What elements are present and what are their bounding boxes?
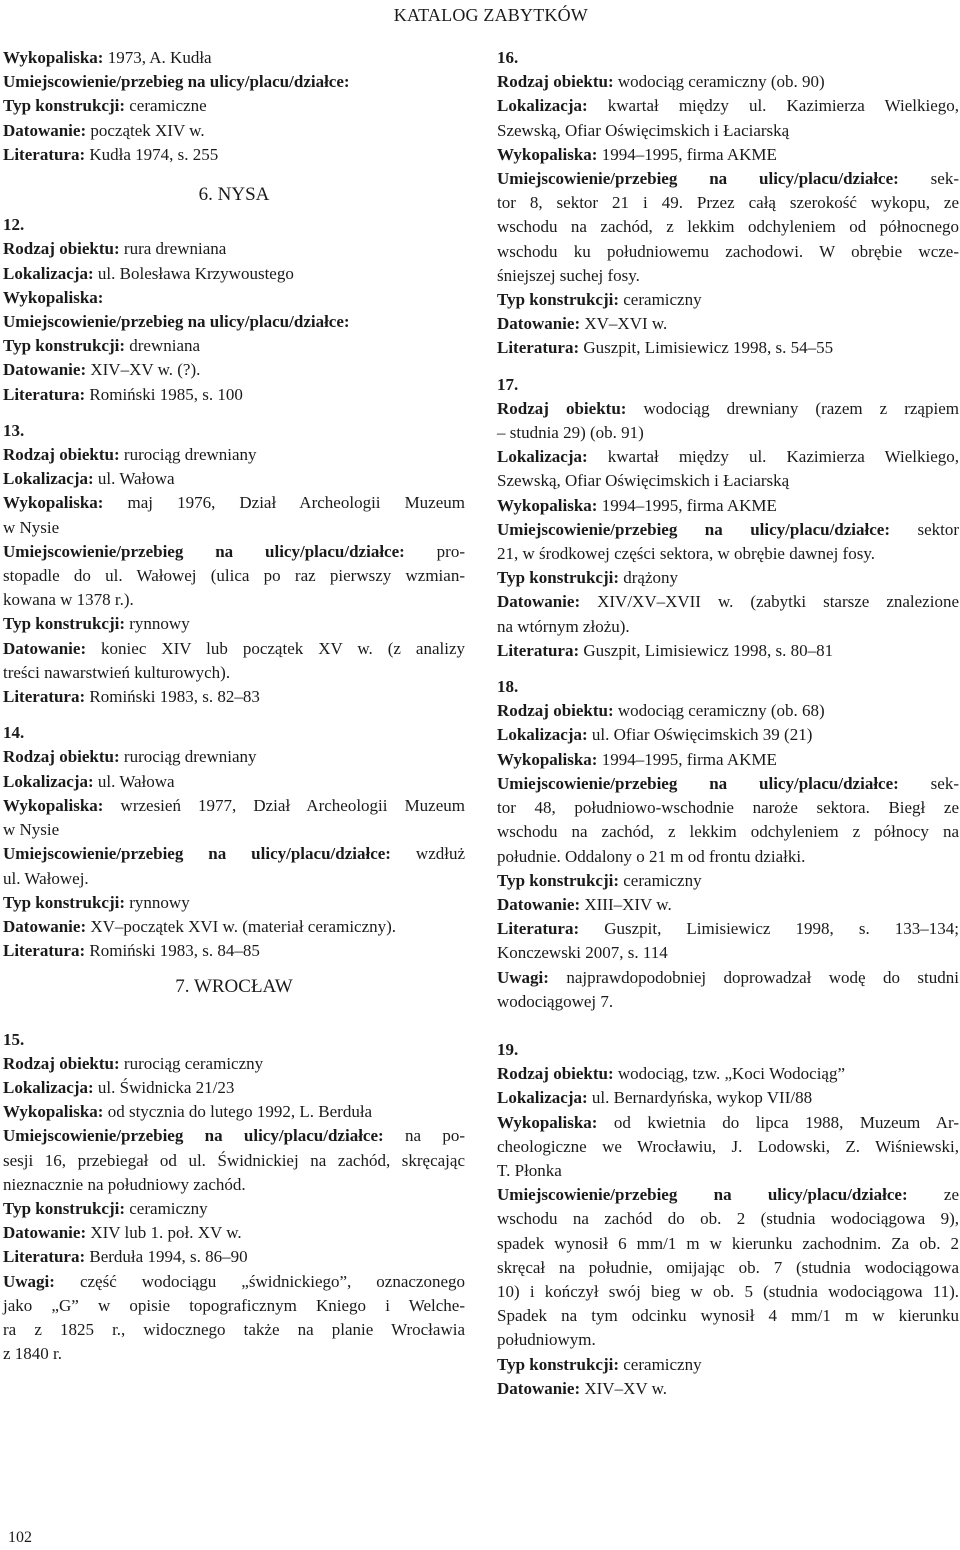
field-label: Rodzaj obiektu:: [497, 1064, 614, 1084]
text-line: Wykopaliska: 1994–1995, firma AKME: [497, 749, 777, 769]
text-line: Literatura: Guszpit, Limisiewicz 1998, s. 133–134;: [497, 919, 959, 939]
text-line: Lokalizacja: ul. Bolesława Krzywoustego: [3, 263, 294, 283]
field-label: Umiejscowienie/przebieg na ulicy/placu/działce:: [3, 541, 405, 561]
text-line: południowym.: [497, 1330, 596, 1350]
field-label: Datowanie:: [497, 314, 581, 334]
field-label: Lokalizacja:: [497, 96, 588, 116]
field-label: Literatura:: [497, 640, 580, 660]
text-line: Literatura: Guszpit, Limisiewicz 1998, s. 80–81: [497, 640, 834, 660]
field-label: Lokalizacja:: [3, 1077, 94, 1097]
field-label: Typ konstrukcji:: [497, 870, 620, 890]
field-label: Typ konstrukcji:: [3, 1198, 126, 1218]
text-line: cheologiczne we Wrocławiu, J. Lodowski, Z. Wiśniewski,: [497, 1136, 959, 1156]
text-line: Literatura: Romiński 1983, s. 84–85: [3, 941, 260, 961]
field-label: Rodzaj obiektu:: [3, 1053, 120, 1073]
field-label: Datowanie:: [497, 1378, 581, 1398]
field-label: Umiejscowienie/przebieg na ulicy/placu/działce:: [3, 844, 391, 864]
field-label: Wykopaliska:: [3, 287, 104, 307]
entry-line: Wykopaliska: 1973, A. Kudła: [3, 48, 212, 67]
text-line: Literatura: Guszpit, Limisiewicz 1998, s. 54–55: [497, 338, 834, 358]
field-label: Lokalizacja:: [3, 263, 94, 283]
entry-number: 16.: [497, 48, 519, 67]
text-line: Lokalizacja: kwartał między ul. Kazimierza Wielkiego,: [497, 96, 959, 116]
text-line: wschodu ku południowemu zachodowi. W obrębie wcze-: [497, 241, 959, 261]
entry-number: 19.: [497, 1039, 519, 1059]
text-line: Spadek na tym odcinku wynosił 4 mm/1 m w kierunku: [497, 1306, 959, 1326]
text-line: Lokalizacja: ul. Ofiar Oświęcimskich 39 (21): [497, 725, 813, 745]
text-line: ra z 1825 r., widocznego także na planie Wrocławia: [3, 1319, 465, 1339]
entry-line: Typ konstrukcji: ceramiczne: [3, 96, 207, 116]
text-line: Typ konstrukcji: rynnowy: [3, 614, 190, 634]
field-label: Wykopaliska:: [3, 1102, 104, 1122]
entry-12: [3, 213, 465, 407]
field-label: Rodzaj obiektu:: [497, 72, 614, 92]
field-label: Wykopaliska:: [3, 795, 104, 815]
field-label: Literatura:: [3, 1247, 86, 1267]
entry-17: [497, 373, 959, 663]
text-line: tor 48, południowo-wschodnie naroże sektora. Biegł ze: [497, 798, 959, 818]
text-line: wschodu na zachód, z lekkim odchyleniem z północy na: [497, 822, 959, 842]
field-label: Datowanie:: [497, 592, 581, 612]
text-line: Typ konstrukcji: drewniana: [3, 336, 201, 356]
text-line: Typ konstrukcji: ceramiczny: [497, 1354, 702, 1374]
field-label: Typ konstrukcji:: [3, 614, 126, 634]
text-line: Wykopaliska: 1994–1995, firma AKME: [497, 144, 777, 164]
text-line: treści nawarstwień kulturowych).: [3, 662, 231, 682]
text-line: Datowanie: XIII–XIV w.: [497, 894, 672, 914]
field-label: Rodzaj obiektu:: [3, 747, 120, 767]
text-line: Typ konstrukcji: ceramiczny: [497, 290, 702, 310]
text-line: Datowanie: XIV lub 1. poł. XV w.: [3, 1223, 242, 1243]
field-label: Rodzaj obiektu:: [497, 701, 614, 721]
field-label: Typ konstrukcji:: [497, 568, 620, 588]
left-column: [3, 46, 465, 1366]
field-label: Wykopaliska:: [497, 495, 598, 515]
text-line: Lokalizacja: ul. Świdnicka 21/23: [3, 1077, 235, 1097]
text-line: sesji 16, przebiegał od ul. Świdnickiej na zachód, skręcając: [3, 1150, 465, 1170]
text-line: śniejszej suchej fosy.: [497, 265, 640, 285]
field-label: Literatura:: [3, 144, 86, 164]
text-line: Datowanie: XIV–XV w.: [497, 1378, 667, 1398]
field-label: Datowanie:: [3, 120, 87, 140]
text-line: Umiejscowienie/przebieg na ulicy/placu/działce: na po-: [3, 1126, 465, 1146]
entry-number: 13.: [3, 420, 25, 440]
text-line: Typ konstrukcji: drążony: [497, 568, 679, 588]
text-line: Rodzaj obiektu: rurociąg drewniany: [3, 445, 257, 465]
field-label: Literatura:: [497, 919, 580, 939]
text-line: Umiejscowienie/przebieg na ulicy/placu/działce: sektor: [497, 519, 960, 539]
text-line: jako „G” w opisie topograficznym Kniego i Welche-: [3, 1295, 465, 1315]
section-heading: 7. WROCŁAW: [175, 976, 293, 998]
entry-13: [3, 419, 465, 709]
text-line: stopadle do ul. Wałowej (ulica po raz pierwszy wzmian-: [3, 566, 465, 586]
text-line: Datowanie: XV–początek XVI w. (materiał ceramiczny).: [3, 916, 397, 936]
text-line: Wykopaliska: 1994–1995, firma AKME: [497, 495, 777, 515]
text-line: wschodu na zachód, z lekkim odchyleniem od północnego: [497, 217, 959, 237]
entry-number: 15.: [3, 1029, 25, 1049]
text-line: południe. Oddalony o 21 m od frontu działki.: [497, 846, 806, 866]
entry-15: [3, 1028, 465, 1367]
text-line: Typ konstrukcji: ceramiczny: [3, 1198, 208, 1218]
text-line: Literatura: Berduła 1994, s. 86–90: [3, 1247, 248, 1267]
entry-line: Literatura: Kudła 1974, s. 255: [3, 144, 219, 164]
text-line: Literatura: Romiński 1983, s. 82–83: [3, 687, 260, 707]
text-line: 10) i kończył swój bieg w ob. 5 (studnia wodociągowa 11).: [497, 1281, 959, 1301]
field-label: Literatura:: [3, 384, 86, 404]
entry-number: 18.: [497, 677, 519, 697]
entry-number: 12.: [3, 215, 25, 235]
field-label: Datowanie:: [3, 360, 87, 380]
field-label: Wykopaliska:: [3, 493, 104, 513]
text-line: w Nysie: [3, 820, 60, 840]
field-label: Uwagi:: [3, 1271, 55, 1291]
text-line: Lokalizacja: ul. Bernardyńska, wykop VII/88: [497, 1088, 813, 1108]
entry-18: [497, 675, 959, 1014]
field-label: Umiejscowienie/przebieg na ulicy/placu/działce:: [497, 519, 890, 539]
field-label: Typ konstrukcji:: [497, 290, 620, 310]
field-label: Literatura:: [497, 338, 580, 358]
field-label: Lokalizacja:: [497, 1088, 588, 1108]
text-line: Wykopaliska: maj 1976, Dział Archeologii Muzeum: [3, 493, 465, 513]
text-line: Datowanie: XIV–XV w. (?).: [3, 360, 201, 380]
field-label: Rodzaj obiektu:: [3, 445, 120, 465]
text-line: wodociągowej 7.: [497, 991, 614, 1011]
text-line: T. Płonka: [497, 1160, 562, 1180]
text-line: Rodzaj obiektu: wodociąg ceramiczny (ob. 90): [497, 72, 825, 92]
text-line: Umiejscowienie/przebieg na ulicy/placu/działce: wzdłuż: [3, 844, 466, 864]
text-line: Wykopaliska: od stycznia do lutego 1992, L. Berduła: [3, 1102, 373, 1122]
text-line: kowana w 1378 r.).: [3, 590, 134, 610]
text-line: Rodzaj obiektu: wodociąg ceramiczny (ob. 68): [497, 701, 825, 721]
text-line: Umiejscowienie/przebieg na ulicy/placu/działce: sek-: [497, 773, 960, 793]
field-label: Umiejscowienie/przebieg na ulicy/placu/działce:: [497, 1185, 908, 1205]
field-label: Datowanie:: [3, 916, 87, 936]
text-line: Rodzaj obiektu: wodociąg, tzw. „Koci Wodociąg”: [497, 1064, 846, 1084]
text-line: Lokalizacja: ul. Wałowa: [3, 469, 175, 489]
running-header: KATALOG ZABYTKÓW: [393, 5, 588, 25]
text-line: Rodzaj obiektu: rurociąg drewniany: [3, 747, 257, 767]
text-line: Datowanie: koniec XIV lub początek XV w. (z analizy: [3, 638, 465, 658]
field-label: Umiejscowienie/przebieg na ulicy/placu/działce:: [497, 773, 899, 793]
text-line: Wykopaliska: od kwietnia do lipca 1988, Muzeum Ar-: [497, 1112, 959, 1132]
field-label: Literatura:: [3, 941, 86, 961]
text-line: Lokalizacja: ul. Wałowa: [3, 771, 175, 791]
text-line: Umiejscowienie/przebieg na ulicy/placu/działce: pro-: [3, 541, 466, 561]
text-line: Wykopaliska: wrzesień 1977, Dział Archeologii Muzeum: [3, 795, 465, 815]
field-label: Typ konstrukcji:: [3, 96, 126, 116]
text-line: [3, 310, 465, 334]
text-line: Uwagi: część wodociągu „świdnickiego”, oznaczonego: [3, 1271, 465, 1291]
section-heading: 6. NYSA: [198, 184, 270, 206]
text-line: Uwagi: najprawdopodobniej doprowadzał wodę do studni: [497, 967, 959, 987]
text-line: wschodu na zachód do ob. 2 (studnia wodociągowa 9),: [497, 1209, 959, 1229]
text-line: Literatura: Romiński 1985, s. 100: [3, 384, 243, 404]
field-label: Wykopaliska:: [497, 749, 598, 769]
text-line: Typ konstrukcji: rynnowy: [3, 892, 190, 912]
text-line: z 1840 r.: [3, 1344, 63, 1364]
entry-number: 14.: [3, 723, 25, 743]
field-label: Lokalizacja:: [497, 447, 588, 467]
field-label: Datowanie:: [497, 894, 581, 914]
text-line: Umiejscowienie/przebieg na ulicy/placu/działce: sek-: [497, 169, 960, 189]
text-line: Lokalizacja: kwartał między ul. Kazimierza Wielkiego,: [497, 447, 959, 467]
text-line: Rodzaj obiektu: rura drewniana: [3, 239, 227, 259]
entry-19: [497, 1038, 959, 1401]
text-line: Datowanie: XIV/XV–XVII w. (zabytki starsze znalezione: [497, 592, 959, 612]
text-line: Umiejscowienie/przebieg na ulicy/placu/działce: ze: [497, 1185, 959, 1205]
field-label: Umiejscowienie/przebieg na ulicy/placu/działce:: [3, 1126, 384, 1146]
field-label: Lokalizacja:: [3, 469, 94, 489]
entry-14: [3, 721, 465, 963]
text-line: Konczewski 2007, s. 114: [497, 943, 668, 963]
field-label: Wykopaliska:: [3, 48, 104, 67]
field-label: Typ konstrukcji:: [3, 336, 126, 356]
right-column: [497, 46, 959, 1401]
field-label: Umiejscowienie/przebieg na ulicy/placu/działce:: [497, 169, 899, 189]
entry-16: [497, 46, 959, 361]
text-line: tor 8, sektor 21 i 49. Przez całą szerokość wykopu, ze: [497, 193, 959, 213]
text-line: skręcał na południe, omijając ob. 7 (studnia wodociągowa: [497, 1257, 959, 1277]
field-label: Lokalizacja:: [3, 771, 94, 791]
field-label: Literatura:: [3, 687, 86, 707]
text-line: nieznacznie na południowy zachód.: [3, 1174, 246, 1194]
field-label: Typ konstrukcji:: [3, 892, 126, 912]
text-line: Rodzaj obiektu: rurociąg ceramiczny: [3, 1053, 264, 1073]
text-line: Szewską, Ofiar Oświęcimskich i Łaciarską: [497, 120, 790, 140]
entry-line: Datowanie: początek XIV w.: [3, 120, 205, 140]
field-label: Umiejscowienie/przebieg na ulicy/placu/działce:: [3, 312, 350, 332]
field-label: Umiejscowienie/przebieg na ulicy/placu/działce:: [3, 72, 350, 92]
field-label: Wykopaliska:: [497, 1112, 598, 1132]
field-label: Typ konstrukcji:: [497, 1354, 620, 1374]
text-line: Rodzaj obiektu: wodociąg drewniany (razem z rząpiem: [497, 398, 959, 418]
field-label: Rodzaj obiektu:: [497, 398, 627, 418]
text-line: ul. Wałowej.: [3, 868, 89, 888]
text-line: spadek wynosił 6 mm/1 m w kierunku zachodnim. Za ob. 2: [497, 1233, 959, 1253]
entry-line: [3, 70, 465, 94]
text-line: Datowanie: XV–XVI w.: [497, 314, 668, 334]
field-label: Rodzaj obiektu:: [3, 239, 120, 259]
text-line: 21, w środkowej części sektora, w obrębie dawnej fosy.: [497, 544, 875, 564]
text-line: [3, 286, 465, 310]
text-line: – studnia 29) (ob. 91): [497, 423, 644, 443]
page-number: 102: [8, 1529, 32, 1546]
field-label: Lokalizacja:: [497, 725, 588, 745]
text-line: Szewską, Ofiar Oświęcimskich i Łaciarską: [497, 471, 790, 491]
text-line: w Nysie: [3, 517, 60, 537]
field-label: Datowanie:: [3, 638, 87, 658]
field-label: Datowanie:: [3, 1223, 87, 1243]
field-label: Uwagi:: [497, 967, 549, 987]
entry-number: 17.: [497, 374, 519, 394]
text-line: Typ konstrukcji: ceramiczny: [497, 870, 702, 890]
text-line: na wtórnym złożu).: [497, 616, 630, 636]
field-label: Wykopaliska:: [497, 144, 598, 164]
